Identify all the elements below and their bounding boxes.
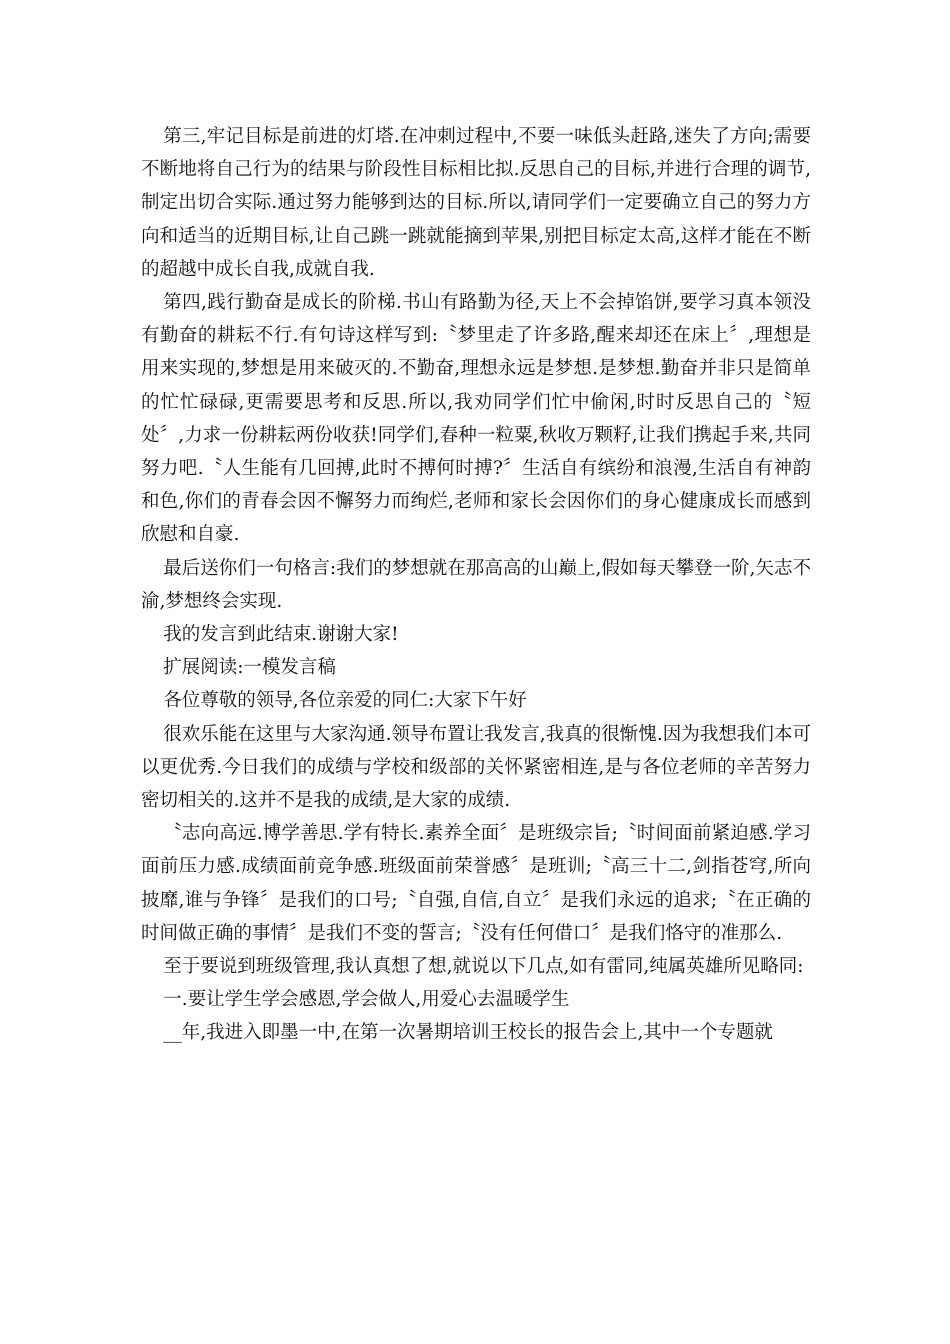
paragraph-closing-motto: 最后送你们一句格言:我们的梦想就在那高高的山巅上,假如每天攀登一阶,矢志不渝,梦想终会实现. [141, 557, 811, 612]
paragraph-class-management: 至于要说到班级管理,我认真想了想,就说以下几点,如有雷同,纯属英雄所见略同: [163, 956, 804, 978]
paragraph-greeting: 各位尊敬的领导,各位亲爱的同仁:大家下午好 [163, 690, 527, 712]
paragraph-thanks: 我的发言到此结束.谢谢大家! [163, 624, 399, 646]
paragraph-fourth-point: 第四,践行勤奋是成长的阶梯.书山有路勤为径,天上不会掉馅饼,要学习真本领没有勤奋的耕耘不行.有句诗这样写到:〝梦里走了许多路,醒来却还在床上〞,理想是用来实现的,梦想是用来破灭的.不勤奋,理想永远是梦想.是梦想.勤奋并非只是简单的忙忙碌碌,更需要思考和反思.所以,我劝同学们忙中偷闲,时时反思自己的〝短处〞,力求一份耕耘两份收获!同学们,春种一粒粟,秋收万颗籽,让我们携起手来,共同努力吧.〝人生能有几回搏,此时不搏何时搏?〞生活自有缤纷和浪漫,生活自有神韵和色,你们的青春会因不懈努力而绚烂,老师和家长会因你们的身心健康成长而感到欣慰和自豪. [141, 292, 811, 546]
document-body [141, 120, 811, 1050]
paragraph-introduction: 很欢乐能在这里与大家沟通.领导布置让我发言,我真的很惭愧.因为我想我们本可以更优秀.今日我们的成绩与学校和级部的关怀紧密相连,是与各位老师的辛苦努力密切相关的.这并不是我的成绩,是大家的成绩. [141, 723, 811, 812]
paragraph-section-one-body: __年,我进入即墨一中,在第一次暑期培训王校长的报告会上,其中一个专题就 [163, 1022, 773, 1044]
paragraph-extended-reading-heading: 扩展阅读:一模发言稿 [163, 657, 336, 679]
paragraph-third-point: 第三,牢记目标是前进的灯塔.在冲刺过程中,不要一味低头赶路,迷失了方向;需要不断地将自己行为的结果与阶段性目标相比拟.反思自己的目标,并进行合理的调节,制定出切合实际.通过努力能够到达的目标.所以,请同学们一定要确立自己的努力方向和适当的近期目标,让自己跳一跳就能摘到苹果,别把目标定太高,这样才能在不断的超越中成长自我,成就自我. [141, 126, 811, 280]
paragraph-section-one-heading: 一.要让学生学会感恩,学会做人,用爱心去温暖学生 [163, 989, 570, 1011]
paragraph-class-motto: 〝志向高远.博学善思.学有特长.素养全面〞是班级宗旨;〝时间面前紧迫感.学习面前压力感.成绩面前竞争感.班级面前荣誉感〞是班训;〝高三十二,剑指苍穹,所向披靡,谁与争锋〞是我们的口号;〝自强,自信,自立〞是我们永远的追求;〝在正确的时间做正确的事情〞是我们不变的誓言;〝没有任何借口〞是我们恪守的准那么. [141, 823, 811, 944]
